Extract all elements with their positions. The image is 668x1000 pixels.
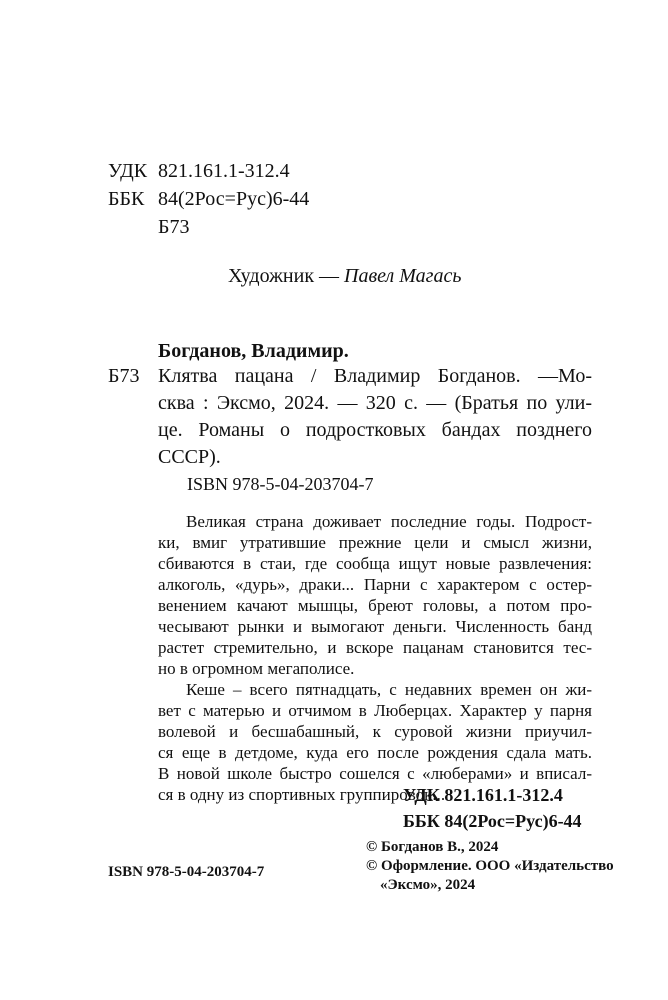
annotation-line: чесывают рынки и вымогают деньги. Численность банд [158, 617, 592, 636]
annotation-line: вет с матерью и отчимом в Люберцах. Характер у парня [158, 701, 592, 720]
annotation-line: ся еще в детдоме, куда его после рождения сдала мать. [158, 743, 592, 762]
bbk-row [108, 186, 309, 214]
bottom-udk: УДК 821.161.1-312.4 [403, 785, 563, 805]
illustrator-credit [228, 263, 461, 290]
catalog-line: це. Романы о подростковых бандах позднего [158, 419, 592, 441]
copyright-block [366, 838, 614, 895]
annotation-line: ся в одну из спортивных группировок... [158, 785, 446, 804]
annotation-line: растет стремительно, и вскоре пацанам становится тес- [158, 638, 592, 657]
annotation-line: Кеше – всего пятнадцать, с недавних времен он жи- [186, 680, 592, 699]
annotation-line: алкоголь, «дурь», драки... Парни с характером с остер- [158, 575, 592, 594]
annotation [158, 511, 592, 805]
annotation-paragraph-1 [158, 511, 592, 679]
footer-isbn: ISBN 978-5-04-203704-7 [108, 864, 265, 880]
annotation-line: сбиваются в стаи, где сообща ищут новые развлечения: [158, 554, 592, 573]
bbk-key: ББК [108, 188, 145, 210]
annotation-line: венением качают мышцы, бреют головы, а потом про- [158, 596, 592, 615]
catalog-isbn: ISBN 978-5-04-203704-7 [187, 474, 374, 494]
catalog-mark: Б73 [108, 365, 140, 387]
udk-key: УДК [108, 160, 148, 182]
bottom-bbk: ББК 84(2Рос=Рус)6-44 [403, 811, 582, 831]
annotation-line: ки, вмиг утратившие прежние цели и смысл жизни, [158, 533, 592, 552]
catalog-author: Богданов, Владимир. [158, 340, 349, 362]
illustrator-role: Художник — [228, 265, 345, 287]
catalog-line: сква : Эксмо, 2024. — 320 с. — (Братья по ули- [158, 392, 592, 414]
annotation-line: В новой школе быстро сошелся с «люберами» и вписал- [158, 764, 592, 783]
classification-codes [108, 158, 309, 242]
bbk-value: 84(2Рос=Рус)6-44 [158, 188, 310, 210]
udk-value: 821.161.1-312.4 [158, 160, 290, 182]
copyright-design: © Оформление. ООО «Издательство [366, 858, 614, 874]
catalog-description [158, 363, 592, 471]
author-mark-row [108, 214, 309, 242]
illustrator-name: Павел Магась [344, 265, 462, 287]
annotation-line: волевой и бесшабашный, к суровой жизни приучил- [158, 722, 592, 741]
catalog-line: СССР). [158, 446, 221, 468]
catalog-line: Клятва пацана / Владимир Богданов. —Мо- [158, 365, 592, 387]
author-mark: Б73 [158, 216, 190, 238]
udk-row [108, 158, 309, 186]
copyright-author: © Богданов В., 2024 [366, 839, 499, 855]
annotation-line: Великая страна доживает последние годы. Подрост- [186, 512, 592, 531]
copyright-publisher: «Эксмо», 2024 [380, 877, 476, 893]
annotation-line: но в огромном мегаполисе. [158, 659, 355, 678]
